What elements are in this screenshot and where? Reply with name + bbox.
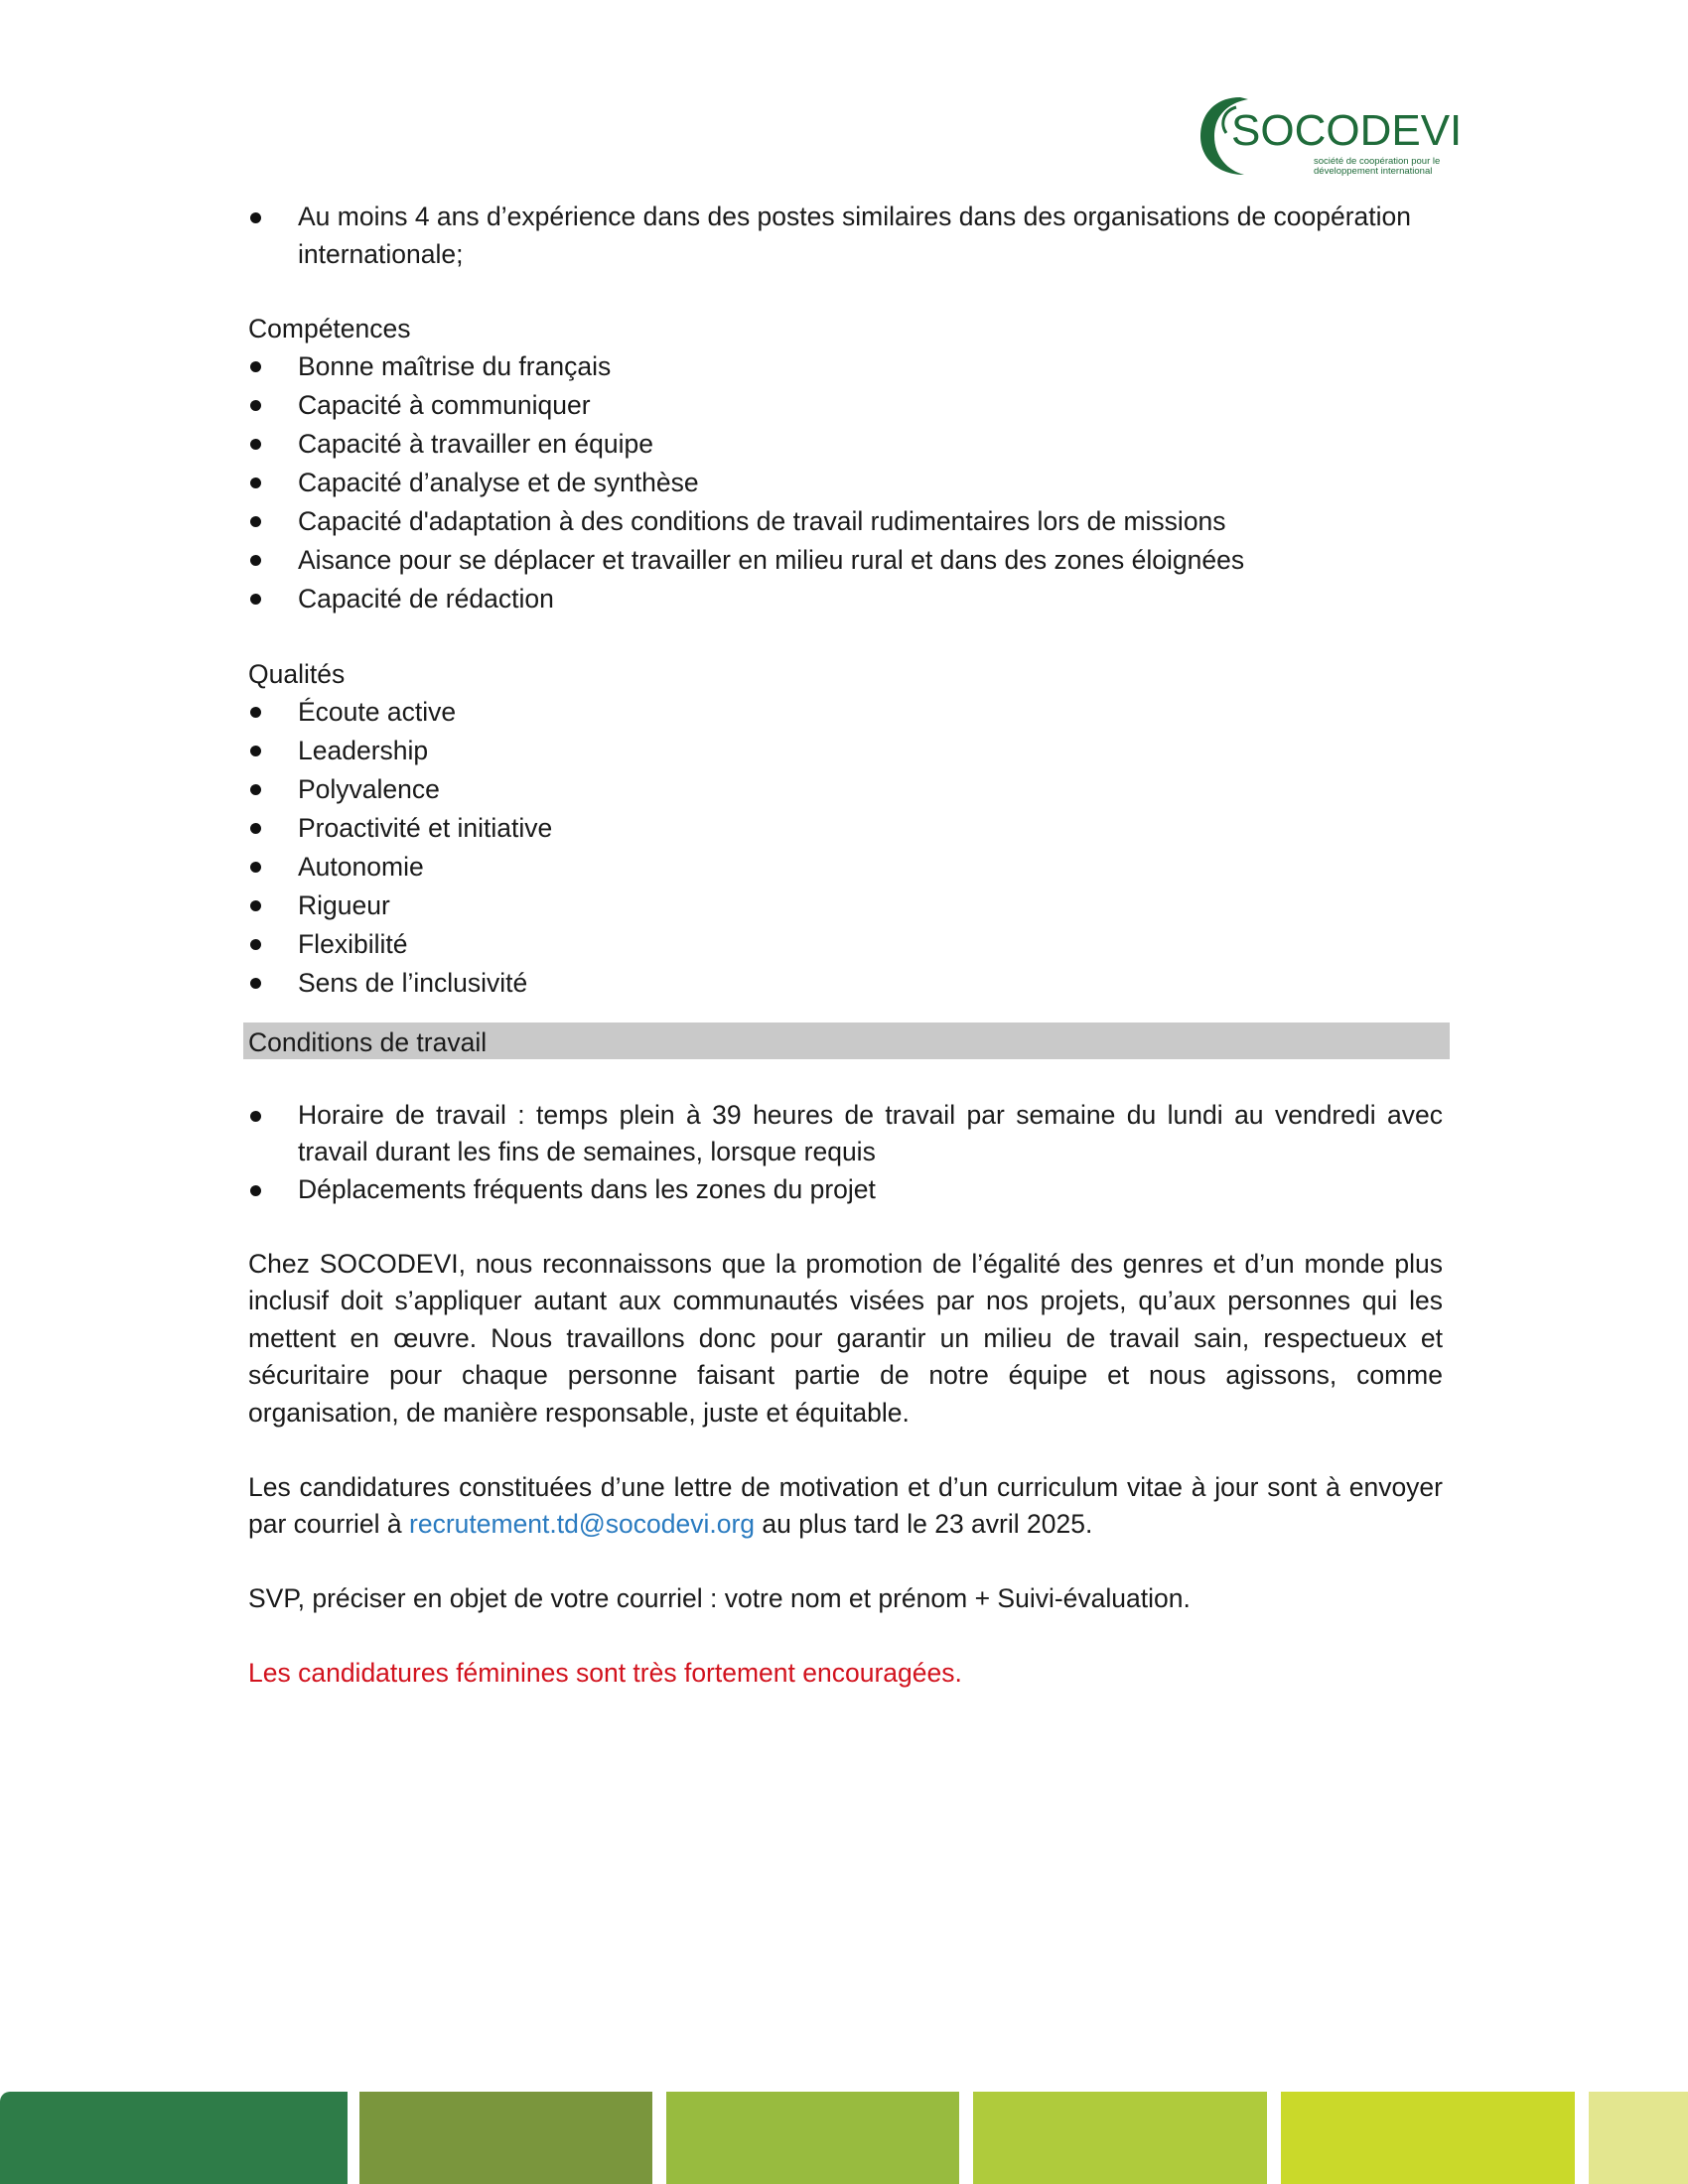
intro-bullet-line1: Au moins 4 ans d’expérience dans des postes similaires dans des organisations de coopération [298,202,1412,231]
footer-band [973,2092,1267,2184]
list-item: Capacité d'adaptation à des conditions de travail rudimentaires lors de missions [248,502,1443,541]
list-item: Rigueur [248,887,1443,925]
logo-tagline-line2: développement international [1314,166,1433,177]
list-item: Capacité à communiquer [248,386,1443,425]
intro-list [248,199,1443,273]
list-item: Capacité d’analyse et de synthèse [248,464,1443,502]
list-item: Polyvalence [248,770,1443,809]
footer-band [1281,2092,1575,2184]
application-text: Les candidatures constituées d’une lettre de motivation et d’un curriculum vitae à jour sont à envoyer par courriel à [248,1471,1443,1539]
logo-wordmark: SOCODEVI [1231,106,1463,155]
footer-band [0,2092,348,2184]
list-item: Horaire de travail : temps plein à 39 heures de travail par semaine du lundi au vendredi avec travail durant les fins de semaines, lorsque requis [248,1097,1443,1171]
list-item: Capacité à travailler en équipe [248,425,1443,464]
list-item: Capacité de rédaction [248,580,1443,618]
application-deadline: au plus tard le 23 avril 2025. [755,1509,1093,1539]
subject-note: SVP, préciser en objet de votre courriel : votre nom et prénom + Suivi-évaluation. [248,1583,1191,1613]
application-paragraph [248,1469,1443,1544]
logo-tagline-line1: société de coopération pour le [1314,156,1441,167]
intro-bullet-line2: internationale; [298,238,464,269]
qualites-list [248,693,1443,1003]
competences-list [248,347,1443,618]
footer-color-bands [0,2092,1688,2184]
competences-heading: Compétences [248,313,411,343]
socodevi-logo [1196,93,1463,179]
list-item [248,199,1443,273]
recruitment-email-link[interactable]: recrutement.td@socodevi.org [409,1509,756,1539]
footer-band [666,2092,959,2184]
list-item: Proactivité et initiative [248,809,1443,848]
qualites-heading: Qualités [248,658,346,689]
encouragement-note: Les candidatures féminines sont très fortement encouragées. [248,1658,962,1688]
logo-tagline [1314,157,1440,177]
list-item: Leadership [248,732,1443,770]
list-item: Autonomie [248,848,1443,887]
footer-band [359,2092,652,2184]
list-item: Bonne maîtrise du français [248,347,1443,386]
list-item: Sens de l’inclusivité [248,964,1443,1003]
list-item: Écoute active [248,693,1443,732]
list-item: Aisance pour se déplacer et travailler en milieu rural et dans des zones éloignées [248,541,1443,580]
conditions-list [248,1097,1443,1209]
footer-band [1589,2092,1688,2184]
document-body [248,199,1443,1693]
conditions-heading: Conditions de travail [243,1023,1450,1059]
list-item: Flexibilité [248,925,1443,964]
list-item: Déplacements fréquents dans les zones du projet [248,1171,1443,1209]
equality-paragraph: Chez SOCODEVI, nous reconnaissons que la promotion de l’égalité des genres et d’un monde plus inclusif doit s’appliquer autant aux communautés visées par nos projets, qu’aux personnes qui les mettent en œuvre. Nous travaillons donc pour garantir un milieu de travail sain, respectueux et sécuritaire pour chaque personne faisant partie de notre équipe et nous agissons, comme organisation, de manière responsable, juste et équitable. [248,1248,1443,1428]
